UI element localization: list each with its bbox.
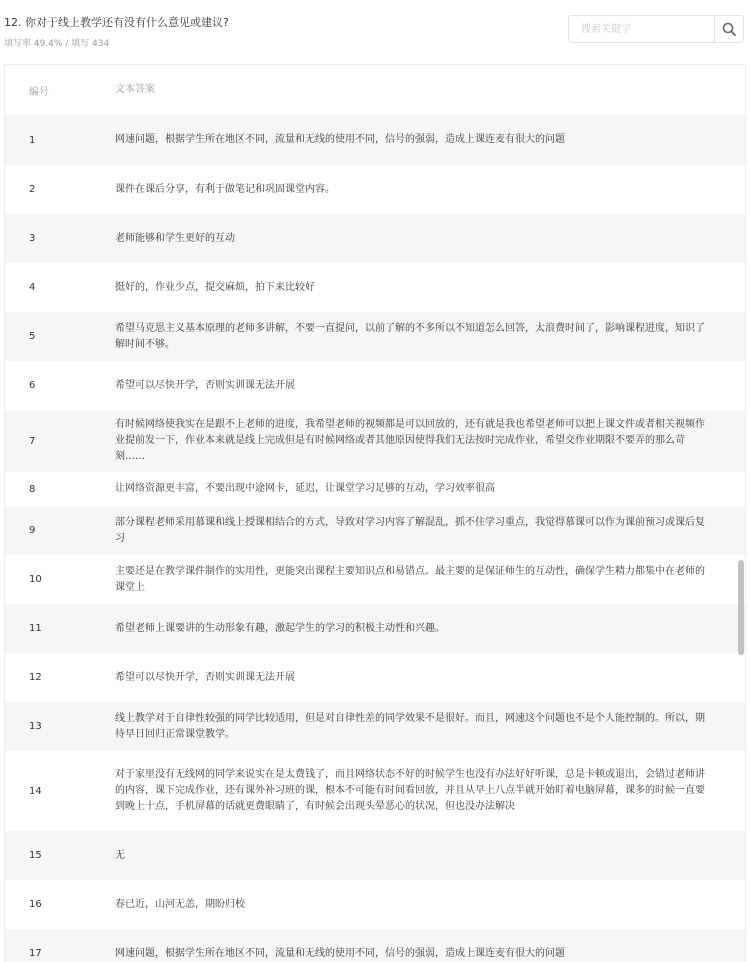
row-number: 13	[29, 721, 42, 732]
question-stats: 填写率 49.4% / 填写 434	[4, 39, 110, 49]
table-body	[5, 115, 745, 962]
row-answer-text: 希望可以尽快开学，否则实训课无法开展	[115, 379, 295, 391]
row-number: 17	[29, 948, 42, 959]
table-row	[5, 929, 745, 962]
table-row	[5, 555, 745, 604]
row-answer-text: 网速问题，根据学生所在地区不同，流量和无线的使用不同，信号的强弱，造成上课连麦有很大的问题	[115, 134, 565, 145]
row-number: 2	[29, 184, 36, 195]
row-number: 12	[29, 672, 42, 683]
row-answer-text: 课件在课后分享，有利于做笔记和巩固课堂内容。	[115, 183, 335, 195]
search-button[interactable]	[714, 16, 743, 42]
row-number: 4	[29, 282, 36, 293]
search-icon	[722, 22, 736, 36]
row-number: 5	[29, 331, 36, 342]
table-row	[5, 751, 745, 831]
row-answer-text: 主要还是在教学课件制作的实用性，更能突出课程主要知识点和易错点。最主要的是保证师生的互动性，确保学生精力都集中在老师的课堂上	[115, 565, 705, 593]
table-row	[5, 165, 745, 214]
row-number: 16	[29, 899, 42, 910]
row-answer-text: 希望马克思主义基本原理的老师多讲解，不要一直提问，以前了解的不多所以不知道怎么回答，太浪费时间了，影响课程进度，知识了解时间不够。	[115, 322, 705, 350]
row-answer-text: 有时候网络使我实在是跟不上老师的进度，我希望老师的视频都是可以回放的，还有就是我也希望老师可以把上课文件或者相关视频作业提前发一下，作业本来就是线上完成但是有时候网络或者其他原因使得我们无法按时完成作业，希望交作业期限不要弄的那么苛刻……	[115, 419, 705, 462]
search-box	[568, 15, 744, 43]
row-number: 10	[29, 574, 42, 585]
table-row	[5, 312, 745, 361]
row-answer-text: 无	[115, 849, 125, 861]
answers-table	[4, 64, 746, 962]
row-number: 3	[29, 233, 36, 244]
row-number: 9	[29, 525, 36, 536]
row-answer-text: 部分课程老师采用慕课和线上授课相结合的方式，导致对学习内容了解混乱，抓不住学习重点，我觉得慕课可以作为课前预习或课后复习	[115, 516, 705, 544]
row-number: 1	[29, 134, 36, 146]
table-row	[5, 361, 745, 410]
table-row	[5, 214, 745, 263]
table-row	[5, 604, 745, 653]
row-answer-text: 希望老师上课要讲的生动形象有趣，激起学生的学习的积极主动性和兴趣。	[115, 622, 445, 634]
row-answer-text: 让网络资源更丰富，不要出现中途网卡，延迟，让课堂学习足够的互动，学习效率很高	[115, 483, 495, 494]
question-header	[0, 0, 750, 60]
search-input[interactable]	[579, 16, 723, 42]
row-answer-text: 线上教学对于自律性较强的同学比较适用，但是对自律性差的同学效果不是很好。而且，网速这个问题也不是个人能控制的。所以，期待早日回归正常课堂教学。	[115, 712, 705, 740]
row-number: 8	[29, 483, 36, 495]
row-number: 15	[29, 850, 42, 861]
row-answer-text: 网速问题，根据学生所在地区不同，流量和无线的使用不同，信号的强弱，造成上课连麦有很大的问题	[115, 947, 565, 959]
column-header-number: 编号	[29, 86, 49, 98]
column-header-text: 文本答案	[115, 84, 155, 95]
scrollbar-track[interactable]	[737, 65, 745, 962]
table-header	[5, 65, 745, 115]
row-answer-text: 对于家里没有无线网的同学来说实在是太费钱了，而且网络状态不好的时候学生也没有办法好好听课，总是卡顿或退出，会错过老师讲的内容，课下完成作业，还有课外补习班的课，根本不可能有时间看回放，并且从早上八点半就开始盯着电脑屏幕，课多的时候一直要到晚上十点，手机屏幕的话就更费眼睛了，有时候会出现头晕恶心的状况，但也没办法解决	[115, 769, 705, 812]
table-row	[5, 653, 745, 702]
table-row	[5, 831, 745, 880]
question-title: 12. 你对于线上教学还有没有什么意见或建议?	[4, 16, 229, 29]
row-number: 14	[29, 785, 42, 797]
table-row	[5, 702, 745, 751]
row-answer-text: 春已近，山河无恙，期盼归校	[115, 898, 245, 910]
row-number: 11	[29, 623, 42, 634]
row-answer-text: 希望可以尽快开学，否则实训课无法开展	[115, 671, 295, 683]
row-number: 7	[29, 435, 36, 447]
row-number: 6	[29, 380, 36, 391]
table-row	[5, 472, 745, 506]
table-row	[5, 880, 745, 929]
row-answer-text: 挺好的，作业少点，提交麻烦，拍下来比较好	[115, 281, 315, 293]
table-row	[5, 506, 745, 555]
scrollbar-thumb[interactable]	[738, 560, 744, 655]
table-row	[5, 410, 745, 472]
table-row	[5, 115, 745, 165]
row-answer-text: 老师能够和学生更好的互动	[115, 232, 235, 244]
table-row	[5, 263, 745, 312]
